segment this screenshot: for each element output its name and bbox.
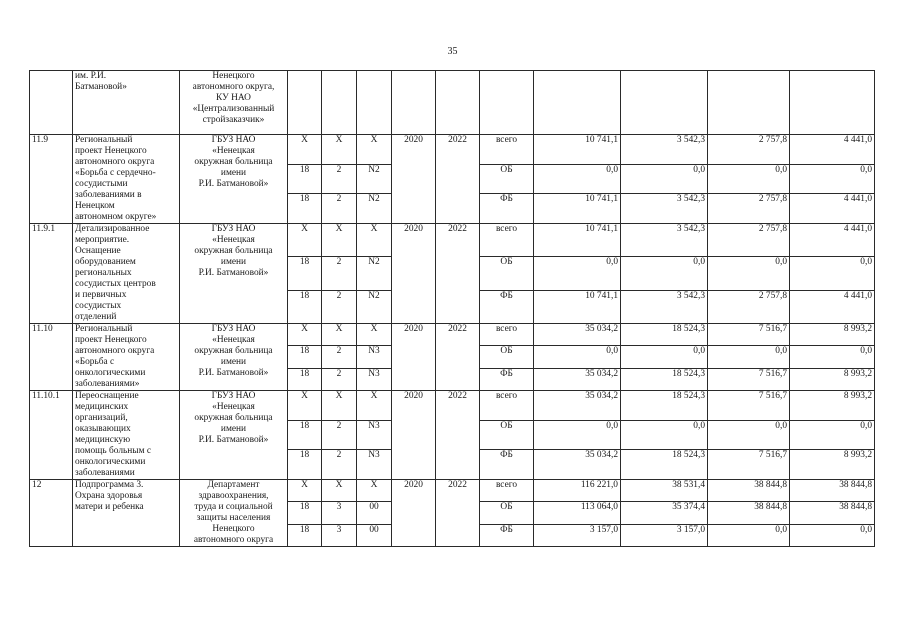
cell-executor: ГБУЗ НАО «Ненецкая окружная больница имени Р.И. Батмановой» xyxy=(180,135,288,224)
cell-year-1: 18 524,3 xyxy=(621,368,708,390)
cell-code-3: N2 xyxy=(357,164,392,194)
cell-code-2: 2 xyxy=(322,450,357,480)
cell-end-year: 2022 xyxy=(436,224,480,324)
cell-code-2 xyxy=(322,71,357,135)
cell-source: ФБ xyxy=(480,368,534,390)
cell-year-1: 18 524,3 xyxy=(621,391,708,421)
cell-code-2: 2 xyxy=(322,194,357,224)
cell-name: им. Р.И. Батмановой» xyxy=(73,71,180,135)
table-row xyxy=(30,324,875,346)
cell-year-1: 3 542,3 xyxy=(621,194,708,224)
cell-code-2: Х xyxy=(322,480,357,502)
cell-code-2: Х xyxy=(322,224,357,257)
cell-source: ФБ xyxy=(480,290,534,323)
cell-year-1: 0,0 xyxy=(621,257,708,290)
cell-source: всего xyxy=(480,324,534,346)
cell-source: ОБ xyxy=(480,346,534,368)
cell-name: Переоснащение медицинских организаций, оказывающих медицинскую помощь больным с онкологическими заболеваниями xyxy=(73,391,180,480)
cell-year-1: 3 157,0 xyxy=(621,524,708,546)
cell-source: ОБ xyxy=(480,164,534,194)
cell-num: 11.9.1 xyxy=(30,224,73,324)
cell-code-3: N2 xyxy=(357,290,392,323)
cell-year-2: 7 516,7 xyxy=(708,450,790,480)
cell-year-2: 0,0 xyxy=(708,420,790,450)
cell-code-2: 3 xyxy=(322,524,357,546)
cell-source: всего xyxy=(480,480,534,502)
cell-year-1: 3 542,3 xyxy=(621,224,708,257)
cell-code-3: Х xyxy=(357,224,392,257)
page-number: 35 xyxy=(447,46,458,57)
cell-source: всего xyxy=(480,135,534,165)
cell-code-1: Х xyxy=(288,391,322,421)
cell-total xyxy=(534,71,621,135)
cell-total: 35 034,2 xyxy=(534,391,621,421)
cell-code-3: N2 xyxy=(357,257,392,290)
cell-year-1: 0,0 xyxy=(621,164,708,194)
cell-source: всего xyxy=(480,391,534,421)
cell-year-3: 8 993,2 xyxy=(790,368,875,390)
cell-executor: Ненецкого автономного округа, КУ НАО «Централизованный стройзаказчик» xyxy=(180,71,288,135)
cell-year-1: 35 374,4 xyxy=(621,502,708,524)
cell-year-1 xyxy=(621,71,708,135)
cell-source: всего xyxy=(480,224,534,257)
cell-code-3: N2 xyxy=(357,194,392,224)
cell-year-3: 0,0 xyxy=(790,346,875,368)
cell-total: 0,0 xyxy=(534,164,621,194)
cell-end-year xyxy=(436,71,480,135)
cell-code-3: N3 xyxy=(357,450,392,480)
cell-code-1 xyxy=(288,71,322,135)
table-row xyxy=(30,480,875,502)
cell-code-3: N3 xyxy=(357,368,392,390)
cell-year-3: 38 844,8 xyxy=(790,480,875,502)
cell-code-2: 2 xyxy=(322,420,357,450)
cell-year-3: 0,0 xyxy=(790,164,875,194)
cell-year-1: 38 531,4 xyxy=(621,480,708,502)
cell-start-year: 2020 xyxy=(392,135,436,224)
cell-end-year: 2022 xyxy=(436,391,480,480)
cell-code-1: Х xyxy=(288,324,322,346)
cell-year-2: 0,0 xyxy=(708,524,790,546)
cell-year-3: 4 441,0 xyxy=(790,224,875,257)
cell-source xyxy=(480,71,534,135)
cell-year-2: 0,0 xyxy=(708,164,790,194)
cell-year-3: 8 993,2 xyxy=(790,324,875,346)
cell-year-2: 2 757,8 xyxy=(708,135,790,165)
cell-year-2 xyxy=(708,71,790,135)
cell-code-1: 18 xyxy=(288,257,322,290)
cell-code-1: 18 xyxy=(288,346,322,368)
cell-start-year: 2020 xyxy=(392,324,436,391)
cell-name: Детализированное мероприятие. Оснащение оборудованием региональных сосудистых центров и первичных сосудистых отделений xyxy=(73,224,180,324)
cell-year-3: 8 993,2 xyxy=(790,391,875,421)
cell-code-3: Х xyxy=(357,135,392,165)
cell-executor: ГБУЗ НАО «Ненецкая окружная больница имени Р.И. Батмановой» xyxy=(180,224,288,324)
table-row xyxy=(30,135,875,165)
cell-total: 35 034,2 xyxy=(534,324,621,346)
cell-total: 116 221,0 xyxy=(534,480,621,502)
cell-year-3: 38 844,8 xyxy=(790,502,875,524)
cell-year-2: 2 757,8 xyxy=(708,290,790,323)
cell-code-1: 18 xyxy=(288,502,322,524)
cell-total: 35 034,2 xyxy=(534,368,621,390)
cell-code-1: Х xyxy=(288,224,322,257)
cell-executor: ГБУЗ НАО «Ненецкая окружная больница имени Р.И. Батмановой» xyxy=(180,324,288,391)
cell-year-3: 4 441,0 xyxy=(790,194,875,224)
cell-source: ФБ xyxy=(480,524,534,546)
cell-name: Региональный проект Ненецкого автономного округа «Борьба с онкологическими заболеваниями» xyxy=(73,324,180,391)
cell-num: 11.10 xyxy=(30,324,73,391)
cell-code-1: 18 xyxy=(288,368,322,390)
cell-code-3: Х xyxy=(357,324,392,346)
cell-code-3: N3 xyxy=(357,420,392,450)
cell-start-year xyxy=(392,71,436,135)
cell-code-1: 18 xyxy=(288,420,322,450)
cell-num xyxy=(30,71,73,135)
cell-code-2: 2 xyxy=(322,290,357,323)
cell-total: 3 157,0 xyxy=(534,524,621,546)
cell-year-2: 7 516,7 xyxy=(708,391,790,421)
table-row-continued xyxy=(30,71,875,135)
cell-code-2: 3 xyxy=(322,502,357,524)
cell-year-2: 0,0 xyxy=(708,346,790,368)
cell-year-2: 38 844,8 xyxy=(708,480,790,502)
cell-code-2: 2 xyxy=(322,257,357,290)
cell-code-1: 18 xyxy=(288,450,322,480)
cell-source: ФБ xyxy=(480,194,534,224)
cell-code-2: Х xyxy=(322,324,357,346)
cell-num: 12 xyxy=(30,480,73,547)
cell-year-1: 0,0 xyxy=(621,346,708,368)
cell-year-2: 2 757,8 xyxy=(708,224,790,257)
cell-year-2: 38 844,8 xyxy=(708,502,790,524)
cell-total: 0,0 xyxy=(534,346,621,368)
cell-total: 10 741,1 xyxy=(534,224,621,257)
cell-year-1: 3 542,3 xyxy=(621,290,708,323)
cell-code-2: 2 xyxy=(322,164,357,194)
cell-year-3: 0,0 xyxy=(790,257,875,290)
cell-code-1: 18 xyxy=(288,164,322,194)
cell-year-1: 3 542,3 xyxy=(621,135,708,165)
cell-code-3: 00 xyxy=(357,524,392,546)
cell-executor: Департамент здравоохранения, труда и социальной защиты населения Ненецкого автономного округа xyxy=(180,480,288,547)
cell-code-1: 18 xyxy=(288,290,322,323)
cell-year-2: 7 516,7 xyxy=(708,324,790,346)
cell-code-3: N3 xyxy=(357,346,392,368)
table-row xyxy=(30,391,875,421)
cell-year-2: 0,0 xyxy=(708,257,790,290)
cell-year-3: 4 441,0 xyxy=(790,135,875,165)
cell-code-1: 18 xyxy=(288,524,322,546)
cell-end-year: 2022 xyxy=(436,135,480,224)
budget-table xyxy=(29,70,875,547)
cell-num: 11.9 xyxy=(30,135,73,224)
cell-num: 11.10.1 xyxy=(30,391,73,480)
cell-year-3: 0,0 xyxy=(790,420,875,450)
cell-code-1: Х xyxy=(288,480,322,502)
cell-start-year: 2020 xyxy=(392,391,436,480)
cell-total: 0,0 xyxy=(534,257,621,290)
cell-start-year: 2020 xyxy=(392,224,436,324)
cell-code-2: 2 xyxy=(322,346,357,368)
cell-start-year: 2020 xyxy=(392,480,436,547)
cell-end-year: 2022 xyxy=(436,480,480,547)
cell-total: 0,0 xyxy=(534,420,621,450)
cell-year-2: 2 757,8 xyxy=(708,194,790,224)
cell-code-3: Х xyxy=(357,480,392,502)
cell-code-1: 18 xyxy=(288,194,322,224)
cell-name: Подпрограмма 3. Охрана здоровья матери и ребенка xyxy=(73,480,180,547)
cell-code-1: Х xyxy=(288,135,322,165)
cell-end-year: 2022 xyxy=(436,324,480,391)
cell-source: ОБ xyxy=(480,502,534,524)
cell-total: 10 741,1 xyxy=(534,290,621,323)
cell-source: ОБ xyxy=(480,420,534,450)
cell-name: Региональный проект Ненецкого автономного округа «Борьба с сердечно- сосудистыми заболеваниями в Ненецком автономном округе» xyxy=(73,135,180,224)
cell-year-3: 8 993,2 xyxy=(790,450,875,480)
table-row xyxy=(30,224,875,257)
cell-year-3: 4 441,0 xyxy=(790,290,875,323)
cell-code-3: Х xyxy=(357,391,392,421)
cell-source: ОБ xyxy=(480,257,534,290)
cell-total: 10 741,1 xyxy=(534,194,621,224)
cell-total: 113 064,0 xyxy=(534,502,621,524)
cell-source: ФБ xyxy=(480,450,534,480)
cell-year-3: 0,0 xyxy=(790,524,875,546)
cell-code-2: Х xyxy=(322,391,357,421)
cell-year-1: 18 524,3 xyxy=(621,450,708,480)
cell-total: 35 034,2 xyxy=(534,450,621,480)
cell-year-1: 0,0 xyxy=(621,420,708,450)
cell-executor: ГБУЗ НАО «Ненецкая окружная больница имени Р.И. Батмановой» xyxy=(180,391,288,480)
cell-code-3 xyxy=(357,71,392,135)
cell-code-2: Х xyxy=(322,135,357,165)
cell-year-2: 7 516,7 xyxy=(708,368,790,390)
cell-code-2: 2 xyxy=(322,368,357,390)
cell-code-3: 00 xyxy=(357,502,392,524)
cell-year-1: 18 524,3 xyxy=(621,324,708,346)
cell-year-3 xyxy=(790,71,875,135)
cell-total: 10 741,1 xyxy=(534,135,621,165)
